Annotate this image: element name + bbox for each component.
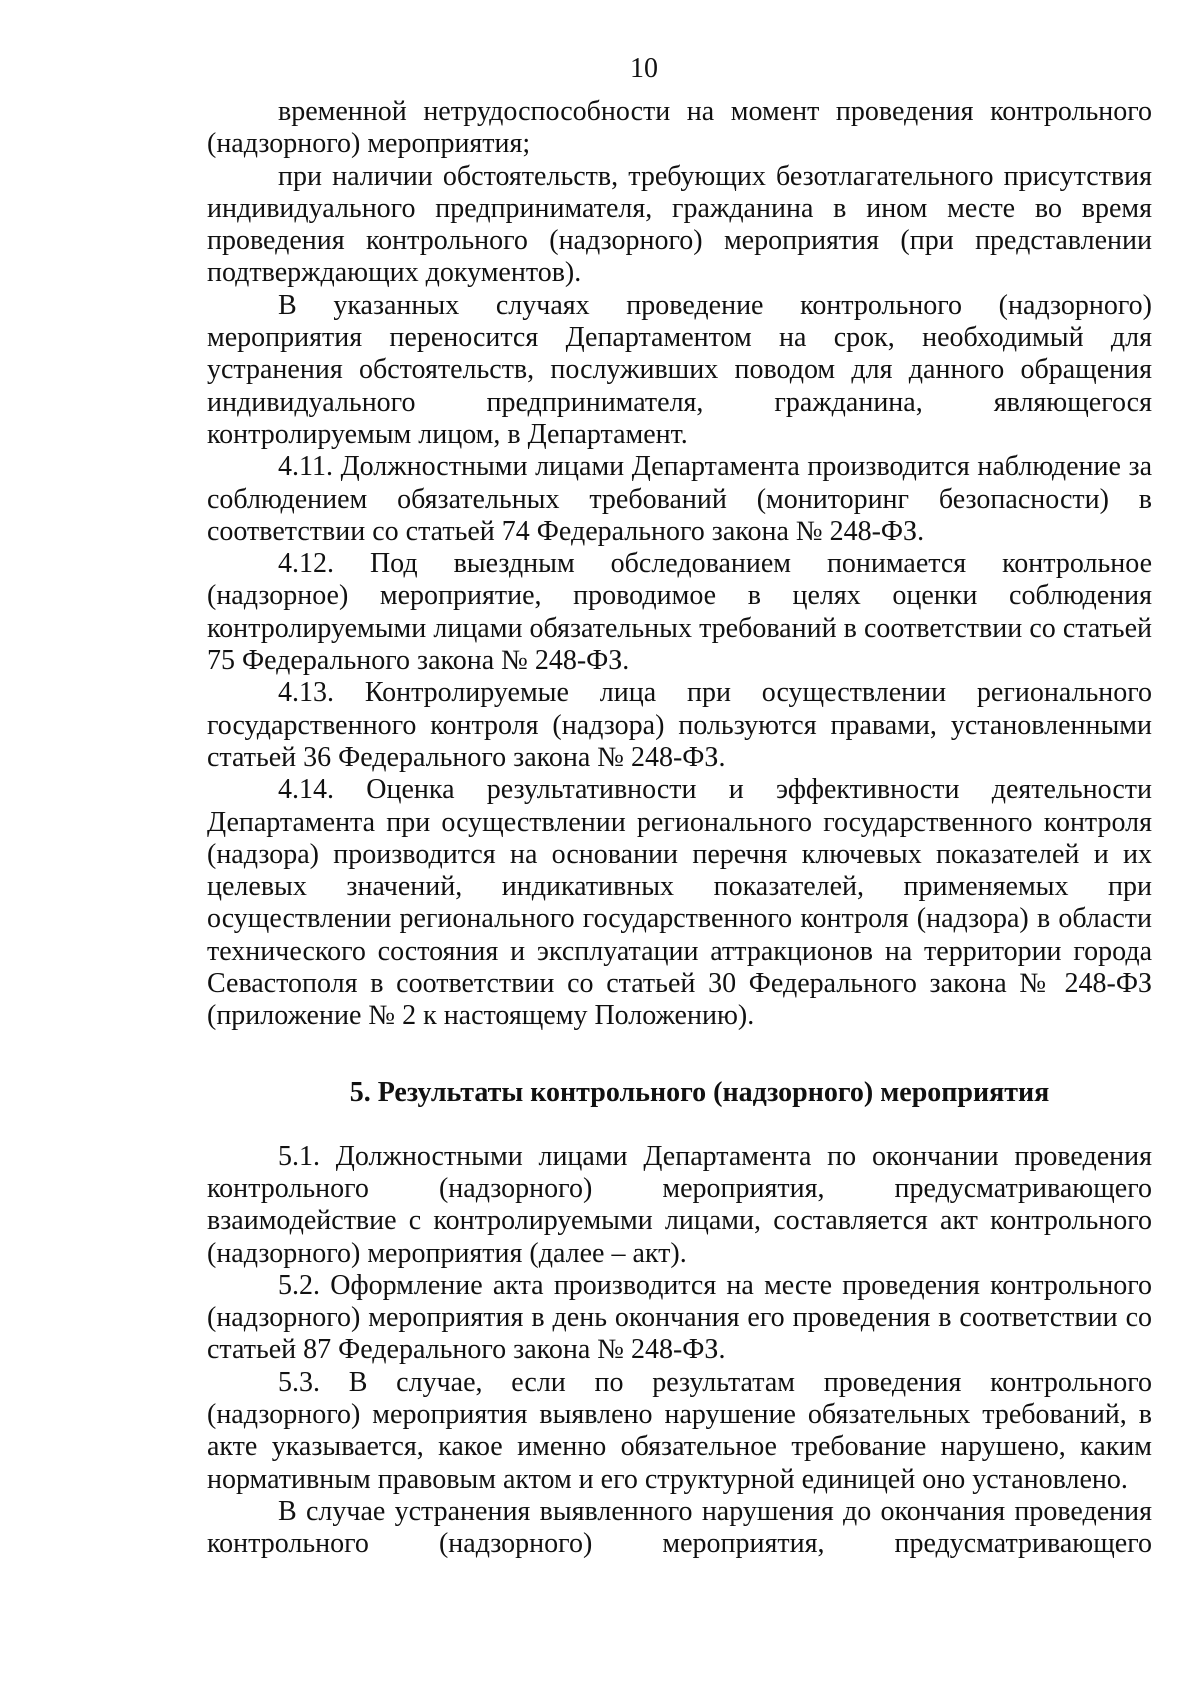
paragraph: временной нетрудоспособности на момент проведения контрольного (надзорного) мероприятия; [207,96,1152,160]
paragraph: при наличии обстоятельств, требующих безотлагательного присутствия индивидуального предпринимателя, гражданина в ином месте во время проведения контрольного (надзорного) мероприятия (при представлении подтверждающих документов). [207,160,1152,289]
paragraph: 4.11. Должностными лицами Департамента производится наблюдение за соблюдением обязательных требований (мониторинг безопасности) в соответствии со статьей 74 Федерального закона № 248-ФЗ. [207,451,1152,547]
paragraph: 4.14. Оценка результативности и эффективности деятельности Департамента при осуществлении регионального государственного контроля (надзора) производится на основании перечня ключевых показателей и их целевых значений, индикативных показателей, применяемых при осуществлении регионального государственного контроля (надзора) в области технического состояния и эксплуатации аттракционов на территории города Севастополя в соответствии со статьей 30 Федерального закона № 248-ФЗ (приложение № 2 к настоящему Положению). [207,774,1152,1032]
paragraph: 5.2. Оформление акта производится на месте проведения контрольного (надзорного) мероприятия в день окончания его проведения в соответствии со статьей 87 Федерального закона № 248-ФЗ. [207,1269,1152,1366]
page-number: 10 [630,53,658,84]
paragraph: 5.1. Должностными лицами Департамента по окончании проведения контрольного (надзорного) мероприятия, предусматривающего взаимодействие с контролируемыми лицами, составляется акт контрольного (надзорного) мероприятия (далее – акт). [207,1140,1152,1269]
paragraph: В указанных случаях проведение контрольного (надзорного) мероприятия переносится Департаментом на срок, необходимый для устранения обстоятельств, послуживших поводом для данного обращения индивидуального предпринимателя, гражданина, являющегося контролируемым лицом, в Департамент. [207,289,1152,450]
paragraph: 5.3. В случае, если по результатам проведения контрольного (надзорного) мероприятия выявлено нарушение обязательных требований, в акте указывается, какое именно обязательное требование нарушено, каким нормативным правовым актом и его структурной единицей оно установлено. [207,1366,1152,1495]
paragraph: 4.12. Под выездным обследованием понимается контрольное (надзорное) мероприятие, проводимое в целях оценки соблюдения контролируемыми лицами обязательных требований в соответствии со статьей 75 Федерального закона № 248-ФЗ. [207,548,1152,677]
paragraph: 4.13. Контролируемые лица при осуществлении регионального государственного контроля (надзора) пользуются правами, установленными статьей 36 Федерального закона № 248-ФЗ. [207,677,1152,773]
section-heading: 5. Результаты контрольного (надзорного) мероприятия [349,1076,1050,1108]
document-body [207,96,1152,1560]
paragraph: В случае устранения выявленного нарушения до окончания проведения контрольного (надзорного) мероприятия, предусматривающего [207,1495,1152,1560]
